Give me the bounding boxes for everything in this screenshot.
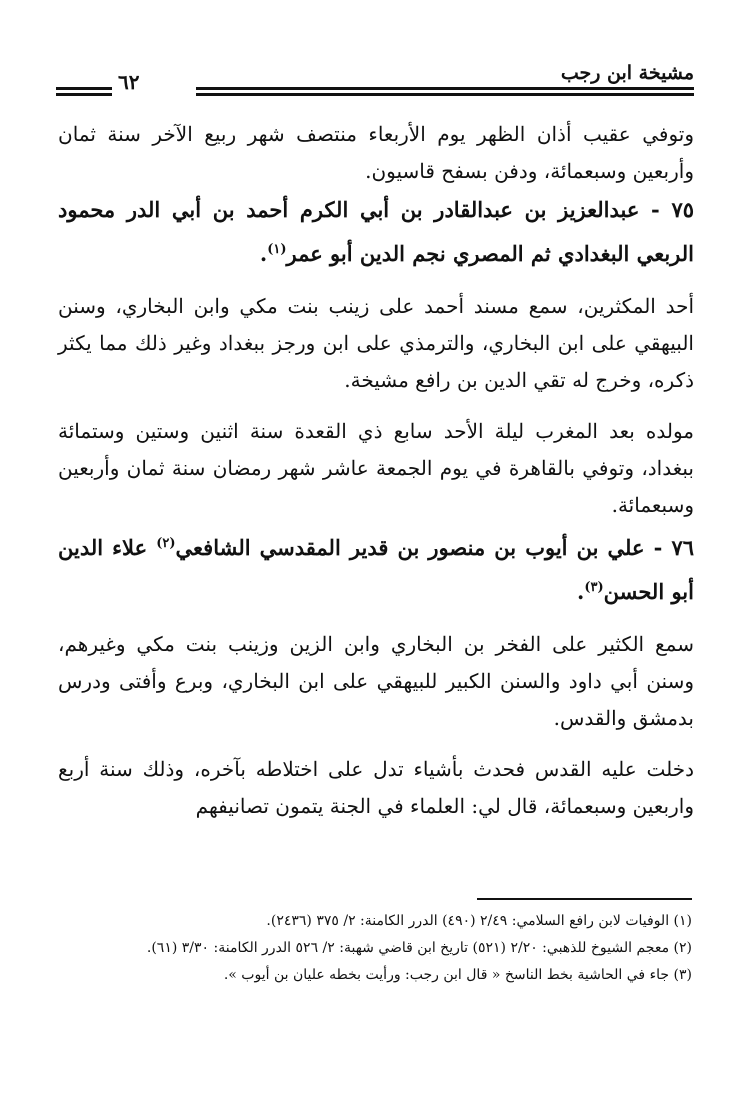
paragraph: وتوفي عقيب أذان الظهر يوم الأربعاء منتصف شهر ربيع الآخر سنة ثمان وأربعين وسبعمائة، ودفن بسفح قاسيون.: [58, 122, 694, 183]
page-body: [58, 116, 694, 825]
footnote-ref: (٢): [156, 536, 176, 551]
footnote: (٢) معجم الشيوخ للذهبي: ٢/٢٠ (٥٢١) تاريخ ابن قاضي شهبة: ٢/ ٥٢٦ الدرر الكامنة: ٣/٣٠ (٦١).: [146, 940, 692, 956]
header-rule: [56, 87, 112, 90]
footnote: (٣) جاء في الحاشية بخط الناسخ « قال ابن رجب: ورأيت بخطه عليان بن أيوب ».: [223, 967, 692, 983]
entry-punct: .: [259, 241, 268, 266]
entry-title-cont: علاء الدين أبو الحسن: [58, 535, 694, 604]
footnote: (١) الوفيات لابن رافع السلامي: ٢/٤٩ (٤٩٠) الدرر الكامنة: ٢/ ٣٧٥ (٢٤٣٦).: [266, 913, 692, 929]
paragraph: أحد المكثرين، سمع مسند أحمد على زينب بنت مكي وابن البخاري، وسنن البيهقي على ابن البخاري، والترمذي على ابن ورجز ببغداد وغير ذلك مما يكثر ذكره، وخرج له تقي الدين بن رافع مشيخة.: [58, 294, 694, 392]
footnote-ref: (١): [267, 242, 287, 257]
page-header: [56, 58, 694, 98]
header-rule: [196, 87, 694, 90]
paragraph: دخلت عليه القدس فحدث بأشياء تدل على اختلاطه بآخره، وذلك سنة أربع واربعين وسبعمائة، قال لي: العلماء في الجنة يتمون تصانيفهم: [58, 757, 694, 818]
entry-punct: .: [577, 579, 585, 604]
header-rule: [56, 93, 112, 96]
paragraph: مولده بعد المغرب ليلة الأحد سابع ذي القعدة سنة اثنين وستين وستمائة ببغداد، وتوفي بالقاهرة في يوم الجمعة عاشر شهر رمضان سنة ثمان وأربعين وسبعمائة.: [58, 419, 694, 517]
footnote-separator: [477, 898, 692, 900]
footnotes: [58, 910, 692, 991]
running-title: مشيخة ابن رجب: [560, 62, 694, 84]
page-number: ٦٢: [118, 70, 140, 94]
footnote-ref: (٣): [584, 580, 604, 595]
entry-title: ٧٥ - عبدالعزيز بن عبدالقادر بن أبي الكرم أحمد بن أبي الدر محمود الربعي البغدادي ثم المصري نجم الدين أبو عمر: [58, 197, 694, 266]
entry-heading-76: [58, 524, 694, 612]
entry-title: ٧٦ - علي بن أيوب بن منصور بن قدير المقدسي الشافعي: [175, 535, 694, 560]
header-rule: [196, 93, 694, 96]
entry-heading-75: [58, 190, 694, 274]
paragraph: سمع الكثير على الفخر بن البخاري وابن الزين وزينب بنت مكي وغيرهم، وسنن أبي داود والسنن الكبير للبيهقي على ابن البخاري، وبرع وأفتى ودرس بدمشق والقدس.: [58, 632, 694, 730]
